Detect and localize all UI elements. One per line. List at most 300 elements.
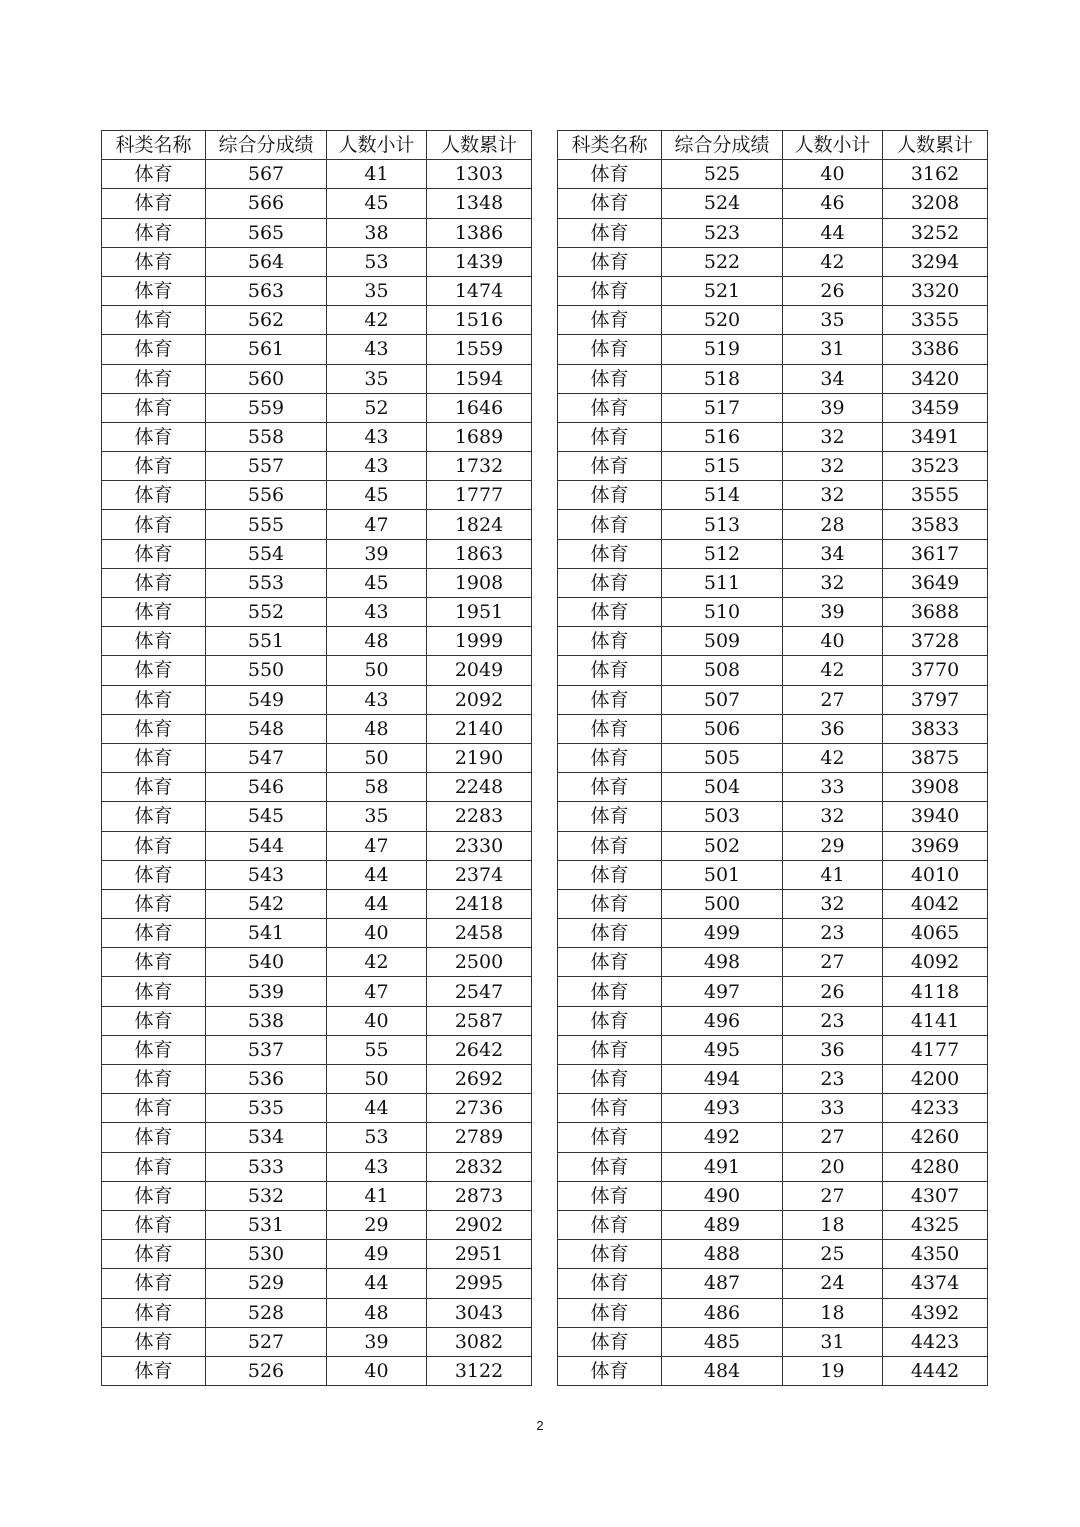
cell-category: 体育 [558,889,662,918]
cell-score: 550 [206,656,327,685]
cell-count: 42 [783,247,883,276]
cell-category: 体育 [558,1152,662,1181]
cell-count: 42 [783,656,883,685]
cell-count: 49 [327,1240,427,1269]
cell-category: 体育 [558,1210,662,1239]
header-cumulative: 人数累计 [883,131,988,160]
cell-cumulative: 1303 [427,160,532,189]
table-row [558,1181,988,1210]
table-row [558,743,988,772]
cell-cumulative: 1559 [427,335,532,364]
cell-score: 547 [206,743,327,772]
header-category: 科类名称 [558,131,662,160]
cell-category: 体育 [558,1181,662,1210]
table-row [558,1006,988,1035]
cell-cumulative: 2418 [427,889,532,918]
cell-score: 488 [662,1240,783,1269]
cell-score: 545 [206,802,327,831]
table-row [102,422,532,451]
cell-cumulative: 2951 [427,1240,532,1269]
table-row [102,919,532,948]
cell-score: 513 [662,510,783,539]
table-header-row [558,131,988,160]
cell-score: 484 [662,1356,783,1385]
cell-category: 体育 [102,160,206,189]
table-row [102,831,532,860]
cell-cumulative: 2500 [427,948,532,977]
table-row [102,1327,532,1356]
cell-count: 44 [783,218,883,247]
cell-category: 体育 [558,773,662,802]
cell-count: 35 [327,276,427,305]
table-row [558,977,988,1006]
cell-cumulative: 1689 [427,422,532,451]
cell-score: 539 [206,977,327,1006]
cell-category: 体育 [558,1327,662,1356]
table-row [558,1065,988,1094]
cell-category: 体育 [558,1123,662,1152]
cell-count: 40 [327,919,427,948]
cell-count: 19 [783,1356,883,1385]
table-row [102,189,532,218]
table-body-right [558,160,988,1386]
cell-score: 535 [206,1094,327,1123]
cell-category: 体育 [102,189,206,218]
table-row [558,160,988,189]
cell-cumulative: 3523 [883,452,988,481]
cell-category: 体育 [102,1006,206,1035]
table-row [102,481,532,510]
cell-score: 533 [206,1152,327,1181]
cell-count: 27 [783,1181,883,1210]
cell-category: 体育 [558,802,662,831]
cell-category: 体育 [558,160,662,189]
header-cumulative: 人数累计 [427,131,532,160]
cell-cumulative: 3122 [427,1356,532,1385]
cell-count: 40 [783,627,883,656]
cell-cumulative: 3162 [883,160,988,189]
cell-category: 体育 [558,1240,662,1269]
table-row [102,1094,532,1123]
table-row [102,1035,532,1064]
table-row [102,335,532,364]
cell-cumulative: 2140 [427,714,532,743]
cell-category: 体育 [102,1094,206,1123]
cell-score: 537 [206,1035,327,1064]
cell-count: 28 [783,510,883,539]
cell-cumulative: 3082 [427,1327,532,1356]
cell-category: 体育 [558,656,662,685]
table-row [558,802,988,831]
cell-cumulative: 4442 [883,1356,988,1385]
cell-count: 43 [327,422,427,451]
cell-count: 18 [783,1298,883,1327]
header-count: 人数小计 [783,131,883,160]
cell-category: 体育 [102,306,206,335]
table-header-row [102,131,532,160]
cell-category: 体育 [558,1065,662,1094]
table-row [102,773,532,802]
cell-cumulative: 1951 [427,598,532,627]
cell-count: 45 [327,481,427,510]
cell-count: 32 [783,802,883,831]
cell-cumulative: 3583 [883,510,988,539]
table-row [102,656,532,685]
cell-score: 524 [662,189,783,218]
cell-score: 525 [662,160,783,189]
table-row [558,1240,988,1269]
cell-count: 53 [327,1123,427,1152]
cell-score: 566 [206,189,327,218]
cell-count: 41 [327,160,427,189]
table-row [102,1065,532,1094]
table-row [102,685,532,714]
cell-category: 体育 [102,335,206,364]
table-row [102,948,532,977]
cell-score: 509 [662,627,783,656]
cell-score: 543 [206,860,327,889]
cell-score: 529 [206,1269,327,1298]
header-score: 综合分成绩 [206,131,327,160]
table-row [102,1269,532,1298]
cell-cumulative: 1474 [427,276,532,305]
cell-category: 体育 [102,539,206,568]
cell-score: 540 [206,948,327,977]
table-row [102,1210,532,1239]
cell-category: 体育 [558,860,662,889]
cell-category: 体育 [558,1035,662,1064]
cell-category: 体育 [102,452,206,481]
cell-count: 42 [327,948,427,977]
cell-count: 36 [783,1035,883,1064]
cell-count: 24 [783,1269,883,1298]
cell-category: 体育 [558,364,662,393]
cell-score: 538 [206,1006,327,1035]
cell-category: 体育 [558,1298,662,1327]
cell-score: 489 [662,1210,783,1239]
cell-cumulative: 3491 [883,422,988,451]
table-body-left [102,160,532,1386]
table-row [558,1152,988,1181]
cell-category: 体育 [102,568,206,597]
cell-count: 44 [327,1269,427,1298]
cell-cumulative: 4260 [883,1123,988,1152]
cell-category: 体育 [102,1152,206,1181]
cell-count: 26 [783,276,883,305]
cell-cumulative: 4042 [883,889,988,918]
cell-cumulative: 1824 [427,510,532,539]
table-row [102,452,532,481]
cell-category: 体育 [102,1356,206,1385]
cell-count: 32 [783,889,883,918]
cell-score: 542 [206,889,327,918]
cell-category: 体育 [102,510,206,539]
cell-count: 36 [783,714,883,743]
cell-score: 515 [662,452,783,481]
cell-count: 50 [327,743,427,772]
cell-cumulative: 3617 [883,539,988,568]
cell-cumulative: 3459 [883,393,988,422]
cell-cumulative: 1999 [427,627,532,656]
cell-count: 35 [327,364,427,393]
cell-score: 522 [662,247,783,276]
cell-category: 体育 [558,335,662,364]
cell-count: 38 [327,218,427,247]
cell-category: 体育 [558,306,662,335]
table-row [102,510,532,539]
cell-score: 486 [662,1298,783,1327]
cell-category: 体育 [558,276,662,305]
cell-score: 508 [662,656,783,685]
cell-cumulative: 3688 [883,598,988,627]
cell-cumulative: 2692 [427,1065,532,1094]
cell-score: 506 [662,714,783,743]
table-row [102,1240,532,1269]
table-row [558,919,988,948]
cell-score: 496 [662,1006,783,1035]
cell-category: 体育 [558,510,662,539]
cell-score: 567 [206,160,327,189]
cell-score: 536 [206,1065,327,1094]
cell-count: 23 [783,1006,883,1035]
table-row [558,539,988,568]
cell-score: 553 [206,568,327,597]
cell-category: 体育 [558,948,662,977]
cell-score: 501 [662,860,783,889]
cell-score: 565 [206,218,327,247]
header-count: 人数小计 [327,131,427,160]
cell-count: 33 [783,1094,883,1123]
cell-cumulative: 3294 [883,247,988,276]
cell-category: 体育 [558,598,662,627]
cell-count: 44 [327,860,427,889]
cell-category: 体育 [558,919,662,948]
table-row [558,1298,988,1327]
cell-category: 体育 [102,1210,206,1239]
cell-score: 510 [662,598,783,627]
cell-score: 485 [662,1327,783,1356]
cell-score: 500 [662,889,783,918]
cell-category: 体育 [102,948,206,977]
cell-count: 50 [327,656,427,685]
cell-cumulative: 1732 [427,452,532,481]
cell-score: 519 [662,335,783,364]
cell-score: 507 [662,685,783,714]
cell-score: 503 [662,802,783,831]
cell-cumulative: 4280 [883,1152,988,1181]
header-score: 综合分成绩 [662,131,783,160]
table-row [558,860,988,889]
table-row [558,1356,988,1385]
cell-cumulative: 2092 [427,685,532,714]
cell-score: 504 [662,773,783,802]
cell-score: 544 [206,831,327,860]
cell-category: 体育 [102,977,206,1006]
table-row [102,1006,532,1035]
cell-category: 体育 [102,860,206,889]
cell-count: 39 [327,1327,427,1356]
table-row [558,1035,988,1064]
cell-score: 548 [206,714,327,743]
table-row [558,276,988,305]
cell-count: 52 [327,393,427,422]
table-row [102,627,532,656]
cell-count: 40 [327,1006,427,1035]
cell-cumulative: 1594 [427,364,532,393]
cell-score: 492 [662,1123,783,1152]
cell-category: 体育 [558,1006,662,1035]
cell-cumulative: 3555 [883,481,988,510]
table-row [558,1094,988,1123]
table-row [558,364,988,393]
cell-score: 534 [206,1123,327,1152]
cell-cumulative: 4423 [883,1327,988,1356]
cell-score: 505 [662,743,783,772]
cell-cumulative: 2873 [427,1181,532,1210]
cell-cumulative: 3728 [883,627,988,656]
table-row [102,743,532,772]
cell-category: 体育 [558,1356,662,1385]
cell-count: 47 [327,977,427,1006]
cell-cumulative: 4092 [883,948,988,977]
table-row [558,1123,988,1152]
cell-score: 499 [662,919,783,948]
cell-score: 495 [662,1035,783,1064]
cell-cumulative: 2330 [427,831,532,860]
cell-category: 体育 [558,714,662,743]
cell-cumulative: 3797 [883,685,988,714]
cell-cumulative: 3252 [883,218,988,247]
table-row [102,218,532,247]
cell-category: 体育 [558,189,662,218]
cell-score: 493 [662,1094,783,1123]
cell-count: 50 [327,1065,427,1094]
cell-cumulative: 4118 [883,977,988,1006]
cell-score: 555 [206,510,327,539]
cell-cumulative: 3649 [883,568,988,597]
cell-score: 512 [662,539,783,568]
cell-count: 27 [783,948,883,977]
cell-count: 23 [783,919,883,948]
cell-score: 494 [662,1065,783,1094]
cell-cumulative: 3320 [883,276,988,305]
cell-cumulative: 1777 [427,481,532,510]
cell-score: 552 [206,598,327,627]
cell-cumulative: 2547 [427,977,532,1006]
cell-count: 31 [783,335,883,364]
cell-category: 体育 [102,598,206,627]
cell-category: 体育 [558,539,662,568]
cell-count: 43 [327,598,427,627]
cell-score: 528 [206,1298,327,1327]
cell-category: 体育 [102,1327,206,1356]
cell-cumulative: 1863 [427,539,532,568]
cell-cumulative: 4200 [883,1065,988,1094]
table-row [558,1210,988,1239]
cell-category: 体育 [102,1035,206,1064]
table-row [102,364,532,393]
cell-category: 体育 [558,393,662,422]
cell-category: 体育 [558,481,662,510]
cell-count: 39 [327,539,427,568]
cell-score: 520 [662,306,783,335]
cell-category: 体育 [558,422,662,451]
cell-score: 551 [206,627,327,656]
cell-count: 32 [783,452,883,481]
cell-cumulative: 2902 [427,1210,532,1239]
table-row [558,948,988,977]
cell-score: 549 [206,685,327,714]
cell-cumulative: 3386 [883,335,988,364]
cell-count: 43 [327,335,427,364]
table-row [558,422,988,451]
cell-count: 34 [783,539,883,568]
cell-count: 32 [783,481,883,510]
cell-category: 体育 [102,685,206,714]
cell-score: 562 [206,306,327,335]
cell-count: 47 [327,831,427,860]
table-row [102,1298,532,1327]
cell-category: 体育 [102,714,206,743]
cell-count: 29 [327,1210,427,1239]
cell-category: 体育 [102,481,206,510]
cell-count: 20 [783,1152,883,1181]
cell-cumulative: 2736 [427,1094,532,1123]
cell-cumulative: 2374 [427,860,532,889]
table-row [558,568,988,597]
cell-count: 27 [783,685,883,714]
table-row [102,860,532,889]
cell-count: 47 [327,510,427,539]
cell-cumulative: 2049 [427,656,532,685]
cell-score: 561 [206,335,327,364]
cell-score: 531 [206,1210,327,1239]
cell-count: 25 [783,1240,883,1269]
cell-count: 27 [783,1123,883,1152]
cell-category: 体育 [102,276,206,305]
cell-category: 体育 [102,627,206,656]
cell-count: 43 [327,685,427,714]
cell-count: 42 [783,743,883,772]
cell-cumulative: 3770 [883,656,988,685]
cell-category: 体育 [558,743,662,772]
cell-score: 554 [206,539,327,568]
table-row [102,977,532,1006]
cell-cumulative: 2832 [427,1152,532,1181]
table-row [558,598,988,627]
cell-score: 558 [206,422,327,451]
cell-count: 44 [327,889,427,918]
cell-score: 556 [206,481,327,510]
table-row [558,685,988,714]
cell-category: 体育 [558,627,662,656]
table-row [558,218,988,247]
table-row [558,306,988,335]
cell-cumulative: 1516 [427,306,532,335]
cell-category: 体育 [558,831,662,860]
cell-cumulative: 4307 [883,1181,988,1210]
cell-category: 体育 [558,977,662,1006]
table-row [558,1327,988,1356]
cell-category: 体育 [102,218,206,247]
cell-cumulative: 4350 [883,1240,988,1269]
cell-count: 18 [783,1210,883,1239]
page-number: 2 [536,1418,544,1433]
cell-count: 55 [327,1035,427,1064]
cell-category: 体育 [102,1123,206,1152]
cell-cumulative: 3355 [883,306,988,335]
cell-count: 48 [327,1298,427,1327]
